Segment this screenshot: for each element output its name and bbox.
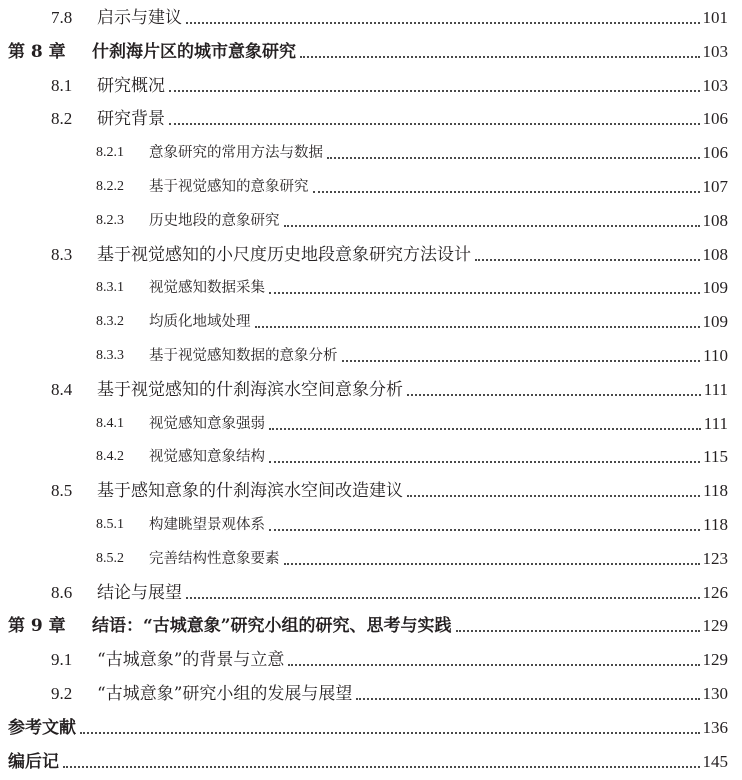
dot-leader	[255, 326, 700, 328]
dot-leader	[269, 428, 701, 430]
chapter-number: 第 9 章	[8, 616, 66, 637]
dot-leader	[269, 529, 700, 531]
toc-entry-8-3-1	[0, 271, 742, 305]
toc-entry-8-2-3	[0, 204, 742, 238]
entry-number: 8.3.2	[96, 314, 124, 330]
page-number: 136	[702, 717, 728, 737]
entry-title: 基于视觉感知的什刹海滨水空间意象分析	[97, 379, 403, 400]
entry-number: 8.3.3	[96, 348, 124, 363]
entry-number: 8.3	[51, 244, 73, 264]
page-number: 109	[702, 278, 728, 298]
toc-entry-8-1	[0, 69, 742, 103]
toc-entry-8-5	[0, 474, 742, 508]
chapter-title: 什刹海片区的城市意象研究	[92, 41, 296, 62]
page-number: 123	[702, 548, 728, 568]
entry-title: 基于视觉感知数据的意象分析	[149, 348, 338, 364]
toc-entry-8-5-1	[0, 508, 742, 542]
entry-title: 基于视觉感知的小尺度历史地段意象研究方法设计	[97, 244, 471, 265]
toc-entry-9-1	[0, 643, 742, 677]
page-number: 129	[702, 650, 728, 670]
toc-entry-8-3	[0, 238, 742, 272]
page-number: 115	[703, 447, 728, 467]
dot-leader	[269, 461, 700, 463]
entry-title: “古城意象”研究小组的发展与展望	[97, 684, 353, 704]
page-number: 108	[702, 210, 728, 230]
entry-title: 研究背景	[97, 109, 165, 130]
toc-entry-8-2	[0, 102, 742, 136]
dot-leader	[300, 56, 700, 58]
entry-number: 8.1	[51, 75, 73, 95]
page-number: 118	[703, 515, 728, 534]
toc-entry-8-5-2	[0, 542, 742, 576]
page-number: 110	[703, 346, 728, 365]
page-number: 111	[703, 379, 728, 399]
page-number: 126	[702, 582, 728, 602]
entry-title: 视觉感知意象结构	[149, 449, 265, 466]
dot-leader	[63, 766, 700, 768]
entry-number: 8.4	[51, 379, 73, 399]
entry-number: 8.5.1	[96, 517, 124, 532]
chapter-title: 结语：“古城意象”研究小组的研究、思考与实践	[92, 616, 452, 637]
entry-number: 8.6	[51, 582, 73, 602]
toc-entry-references	[0, 711, 742, 745]
toc-entry-7-8	[0, 1, 742, 35]
dot-leader	[269, 292, 700, 294]
page-number: 108	[702, 244, 728, 264]
page-number: 106	[702, 109, 728, 129]
page-number: 107	[702, 177, 728, 196]
entry-number: 9.2	[51, 684, 73, 703]
page-number: 129	[702, 616, 728, 636]
entry-title: 视觉感知数据采集	[149, 280, 265, 297]
entry-number: 8.5.2	[96, 550, 124, 566]
entry-title: 构建眺望景观体系	[149, 517, 265, 533]
dot-leader	[356, 698, 699, 700]
page-number: 145	[702, 751, 728, 771]
entry-number: 8.4.2	[96, 449, 124, 465]
entry-number: 8.3.1	[96, 280, 124, 296]
dot-leader	[284, 563, 700, 565]
entry-title: 基于感知意象的什刹海滨水空间改造建议	[97, 481, 403, 502]
dot-leader	[456, 630, 700, 632]
dot-leader	[288, 664, 699, 666]
toc-entry-8-2-1	[0, 136, 742, 170]
entry-number: 8.5	[51, 481, 73, 501]
entry-number: 8.2.3	[96, 212, 124, 228]
entry-title: 意象研究的常用方法与数据	[149, 145, 323, 162]
page-number: 118	[703, 481, 728, 501]
entry-number: 8.2	[51, 109, 73, 129]
dot-leader	[169, 123, 700, 125]
entry-number: 9.1	[51, 650, 73, 670]
entry-title: 结论与展望	[97, 582, 182, 603]
entry-number: 8.2.2	[96, 179, 124, 194]
entry-number: 8.4.1	[96, 415, 124, 431]
entry-title: 完善结构性意象要素	[149, 550, 280, 567]
entry-title: 启示与建议	[97, 8, 182, 28]
toc-entry-chapter-8	[0, 35, 742, 69]
toc-entry-8-4-2	[0, 440, 742, 474]
entry-title: “古城意象”的背景与立意	[97, 650, 285, 671]
toc-entry-8-4	[0, 373, 742, 407]
page-number: 111	[703, 413, 728, 433]
entry-title: 历史地段的意象研究	[149, 212, 280, 229]
toc-entry-afterword	[0, 745, 742, 779]
entry-title: 视觉感知意象强弱	[149, 415, 265, 432]
toc-entry-8-2-2	[0, 170, 742, 204]
entry-title: 编后记	[8, 751, 59, 772]
entry-number: 8.2.1	[96, 145, 124, 161]
dot-leader	[342, 360, 701, 362]
entry-title: 研究概况	[97, 75, 165, 96]
toc-entry-8-4-1	[0, 407, 742, 441]
toc-entry-8-3-2	[0, 305, 742, 339]
dot-leader	[407, 394, 701, 396]
page-number: 109	[702, 312, 728, 332]
dot-leader	[80, 732, 700, 734]
entry-title: 参考文献	[8, 717, 76, 738]
page-number: 130	[702, 684, 728, 703]
dot-leader	[169, 90, 700, 92]
toc-entry-9-2	[0, 677, 742, 711]
page-number: 103	[702, 75, 728, 95]
toc-entry-chapter-9	[0, 609, 742, 643]
dot-leader	[475, 259, 700, 261]
page-number: 106	[702, 143, 728, 163]
page-number: 103	[702, 41, 728, 61]
dot-leader	[327, 157, 700, 159]
dot-leader	[284, 225, 700, 227]
chapter-number: 第 8 章	[8, 41, 66, 62]
dot-leader	[186, 22, 700, 24]
dot-leader	[313, 191, 700, 193]
entry-title: 均质化地域处理	[149, 314, 251, 331]
entry-title: 基于视觉感知的意象研究	[149, 179, 309, 195]
page-number: 101	[702, 8, 728, 27]
dot-leader	[407, 495, 700, 497]
toc-entry-8-3-3	[0, 339, 742, 373]
toc-entry-8-6	[0, 576, 742, 610]
entry-number: 7.8	[51, 8, 73, 27]
dot-leader	[186, 597, 700, 599]
